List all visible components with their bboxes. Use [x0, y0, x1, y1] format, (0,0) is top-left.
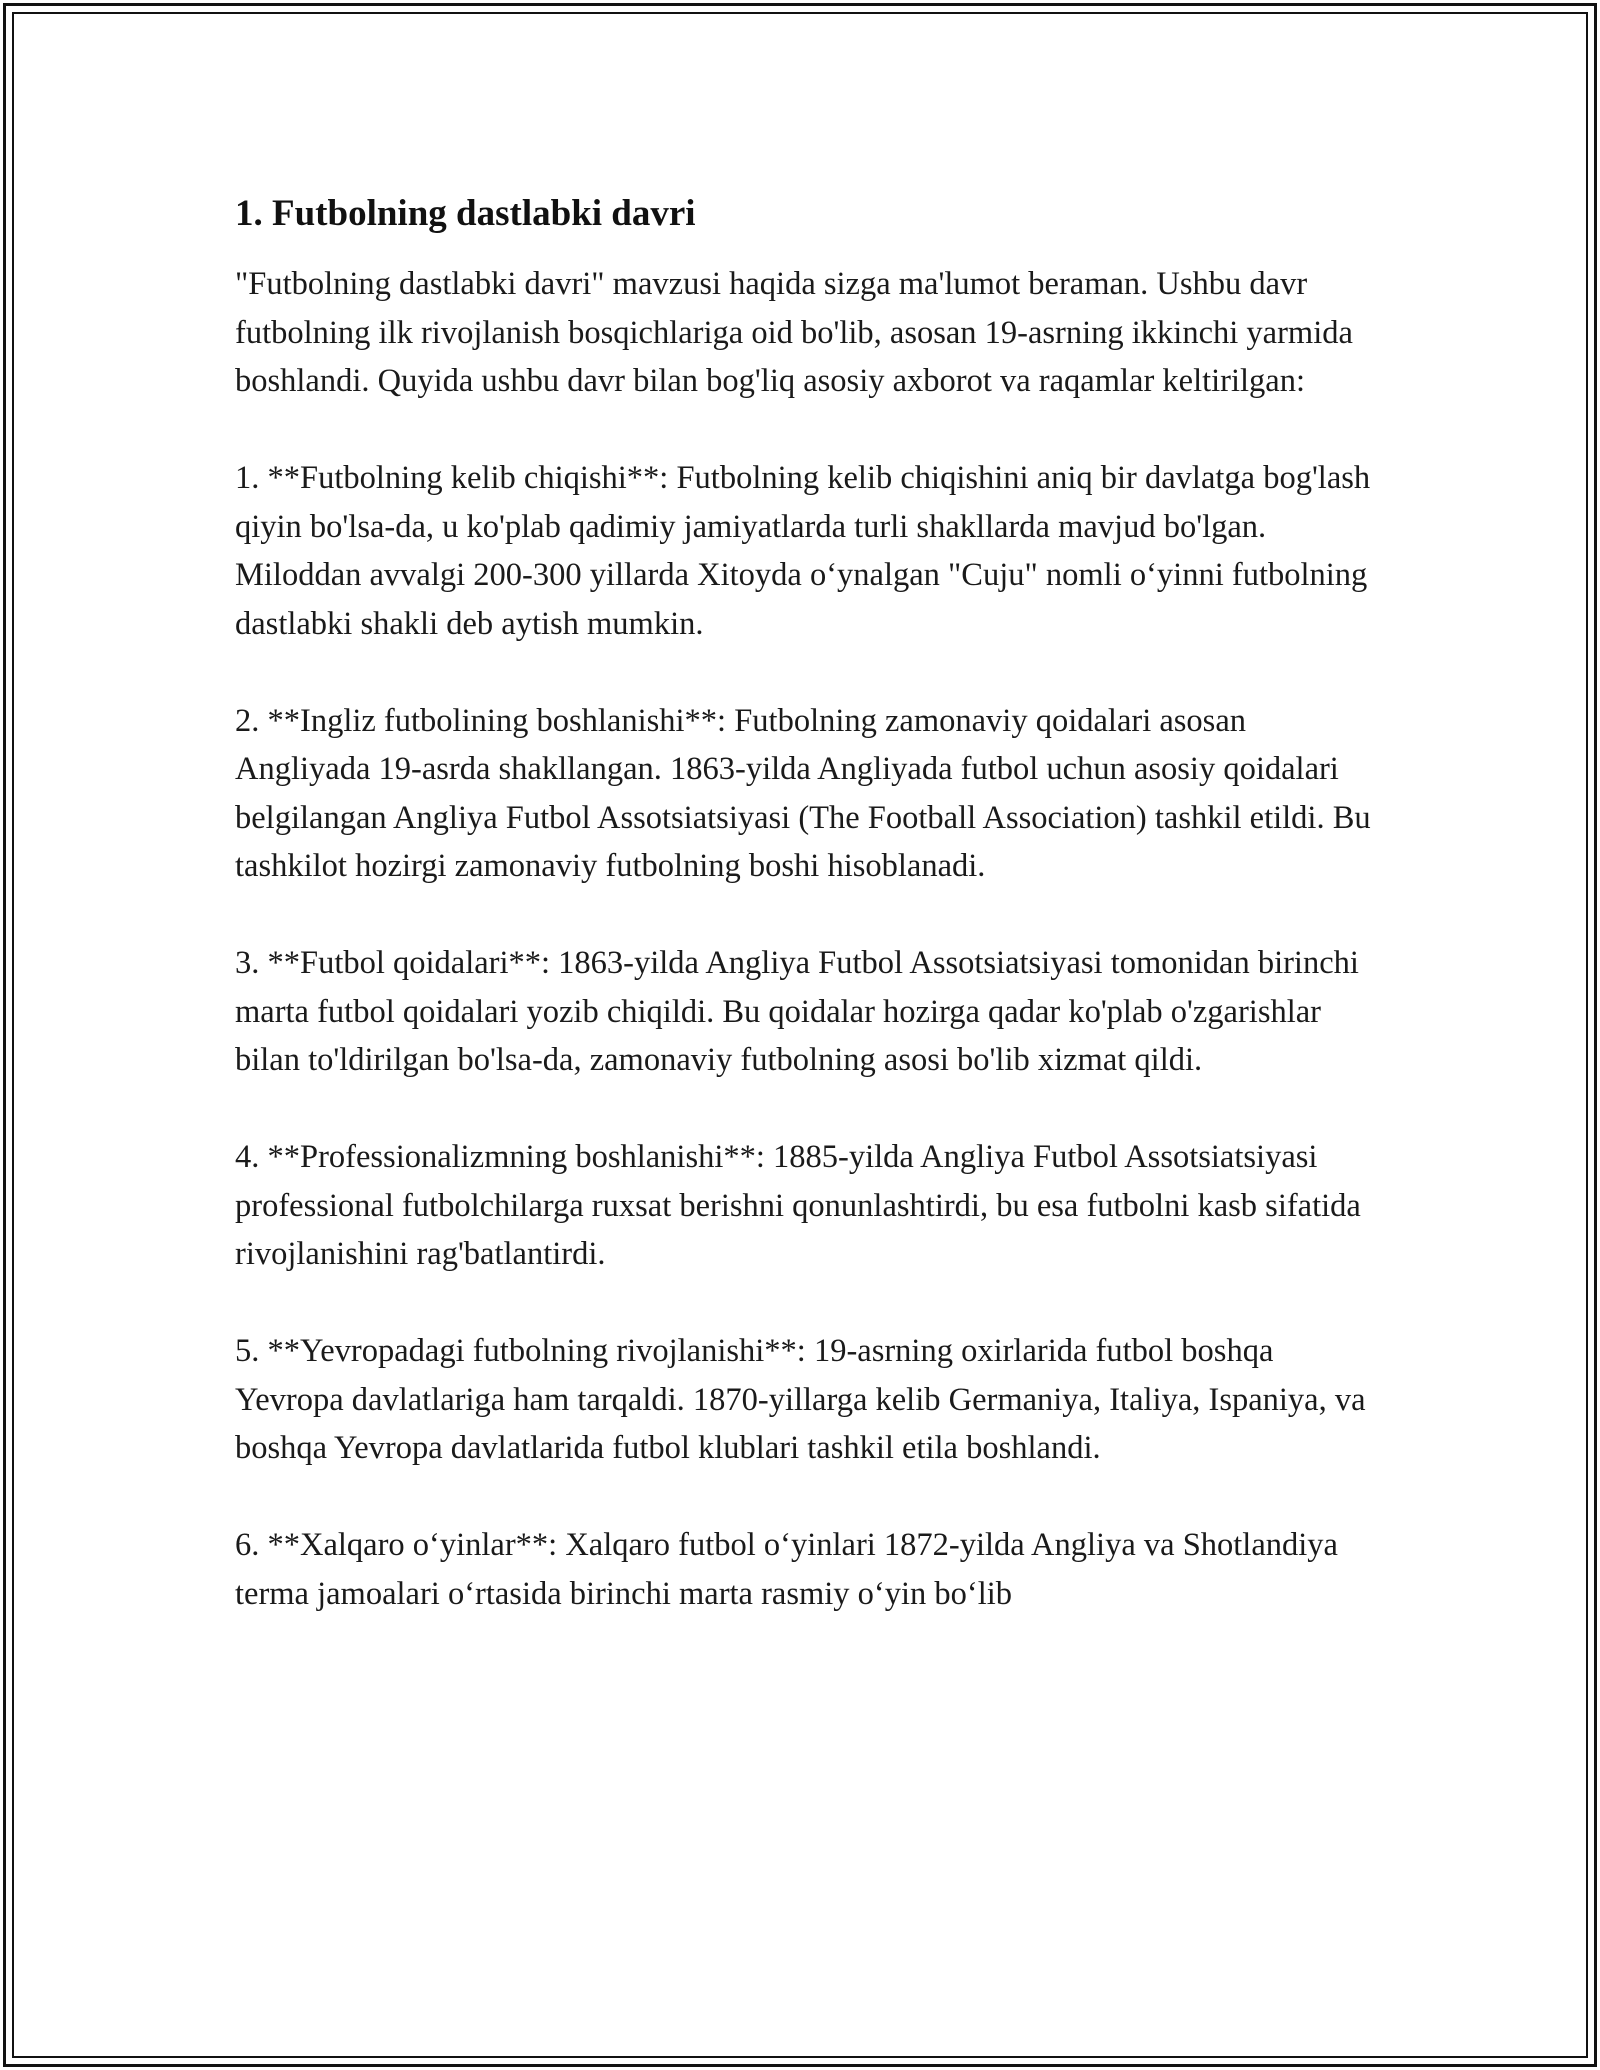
paragraph-international: 6. **Xalqaro o‘yinlar**: Xalqaro futbol o‘yinlari 1872-yilda Angliya va Shotlandiya terma jamoalari o‘rtasida birinchi marta rasmiy o‘yin bo‘lib	[235, 1527, 1338, 1612]
document-body	[235, 188, 1375, 1618]
paragraph-rules: 3. **Futbol qoidalari**: 1863-yilda Angliya Futbol Assotsiatsiyasi tomonidan birinchi marta futbol qoidalari yozib chiqildi. Bu qoidalar hozirga qadar ko'plab o'zgarishlar bilan to'ldirilgan bo'lsa-da, zamonaviy futbolning asosi bo'lib xizmat qildi.	[235, 945, 1359, 1078]
intro-paragraph: "Futbolning dastlabki davri" mavzusi haqida sizga ma'lumot beraman. Ushbu davr futbolning ilk rivojlanish bosqichlariga oid bo'lib, asosan 19-asrning ikkinchi yarmida boshlandi. Quyida ushbu davr bilan bog'liq asosiy axborot va raqamlar keltirilgan:	[235, 266, 1353, 399]
paragraph-english-football: 2. **Ingliz futbolining boshlanishi**: Futbolning zamonaviy qoidalari asosan Angliyada 19-asrda shakllangan. 1863-yilda Angliyada futbol uchun asosiy qoidalari belgilangan Angliya Futbol Assotsiatsiyasi (The Football Association) tashkil etildi. Bu tashkilot hozirgi zamonaviy futbolning boshi hisoblanadi.	[235, 702, 1371, 884]
paragraph-europe: 5. **Yevropadagi futbolning rivojlanishi**: 19-asrning oxirlarida futbol boshqa Yevropa davlatlariga ham tarqaldi. 1870-yillarga kelib Germaniya, Italiya, Ispaniya, va boshqa Yevropa davlatlarida futbol klublari tashkil etila boshlandi.	[235, 1333, 1366, 1466]
paragraph-origin: 1. **Futbolning kelib chiqishi**: Futbolning kelib chiqishini aniq bir davlatga bog'lash qiyin bo'lsa-da, u ko'plab qadimiy jamiyatlarda turli shakllarda mavjud bo'lgan. Miloddan avvalgi 200-300 yillarda Xitoyda o‘ynalgan "Cuju" nomli o‘yinni futbolning dastlabki shakli deb aytish mumkin.	[235, 460, 1371, 642]
paragraph-professionalism: 4. **Professionalizmning boshlanishi**: 1885-yilda Angliya Futbol Assotsiatsiyasi professional futbolchilarga ruxsat berishni qonunlashtirdi, bu esa futbolni kasb sifatida rivojlanishini rag'batlantirdi.	[235, 1139, 1361, 1272]
section-heading: 1. Futbolning dastlabki davri	[235, 193, 696, 234]
